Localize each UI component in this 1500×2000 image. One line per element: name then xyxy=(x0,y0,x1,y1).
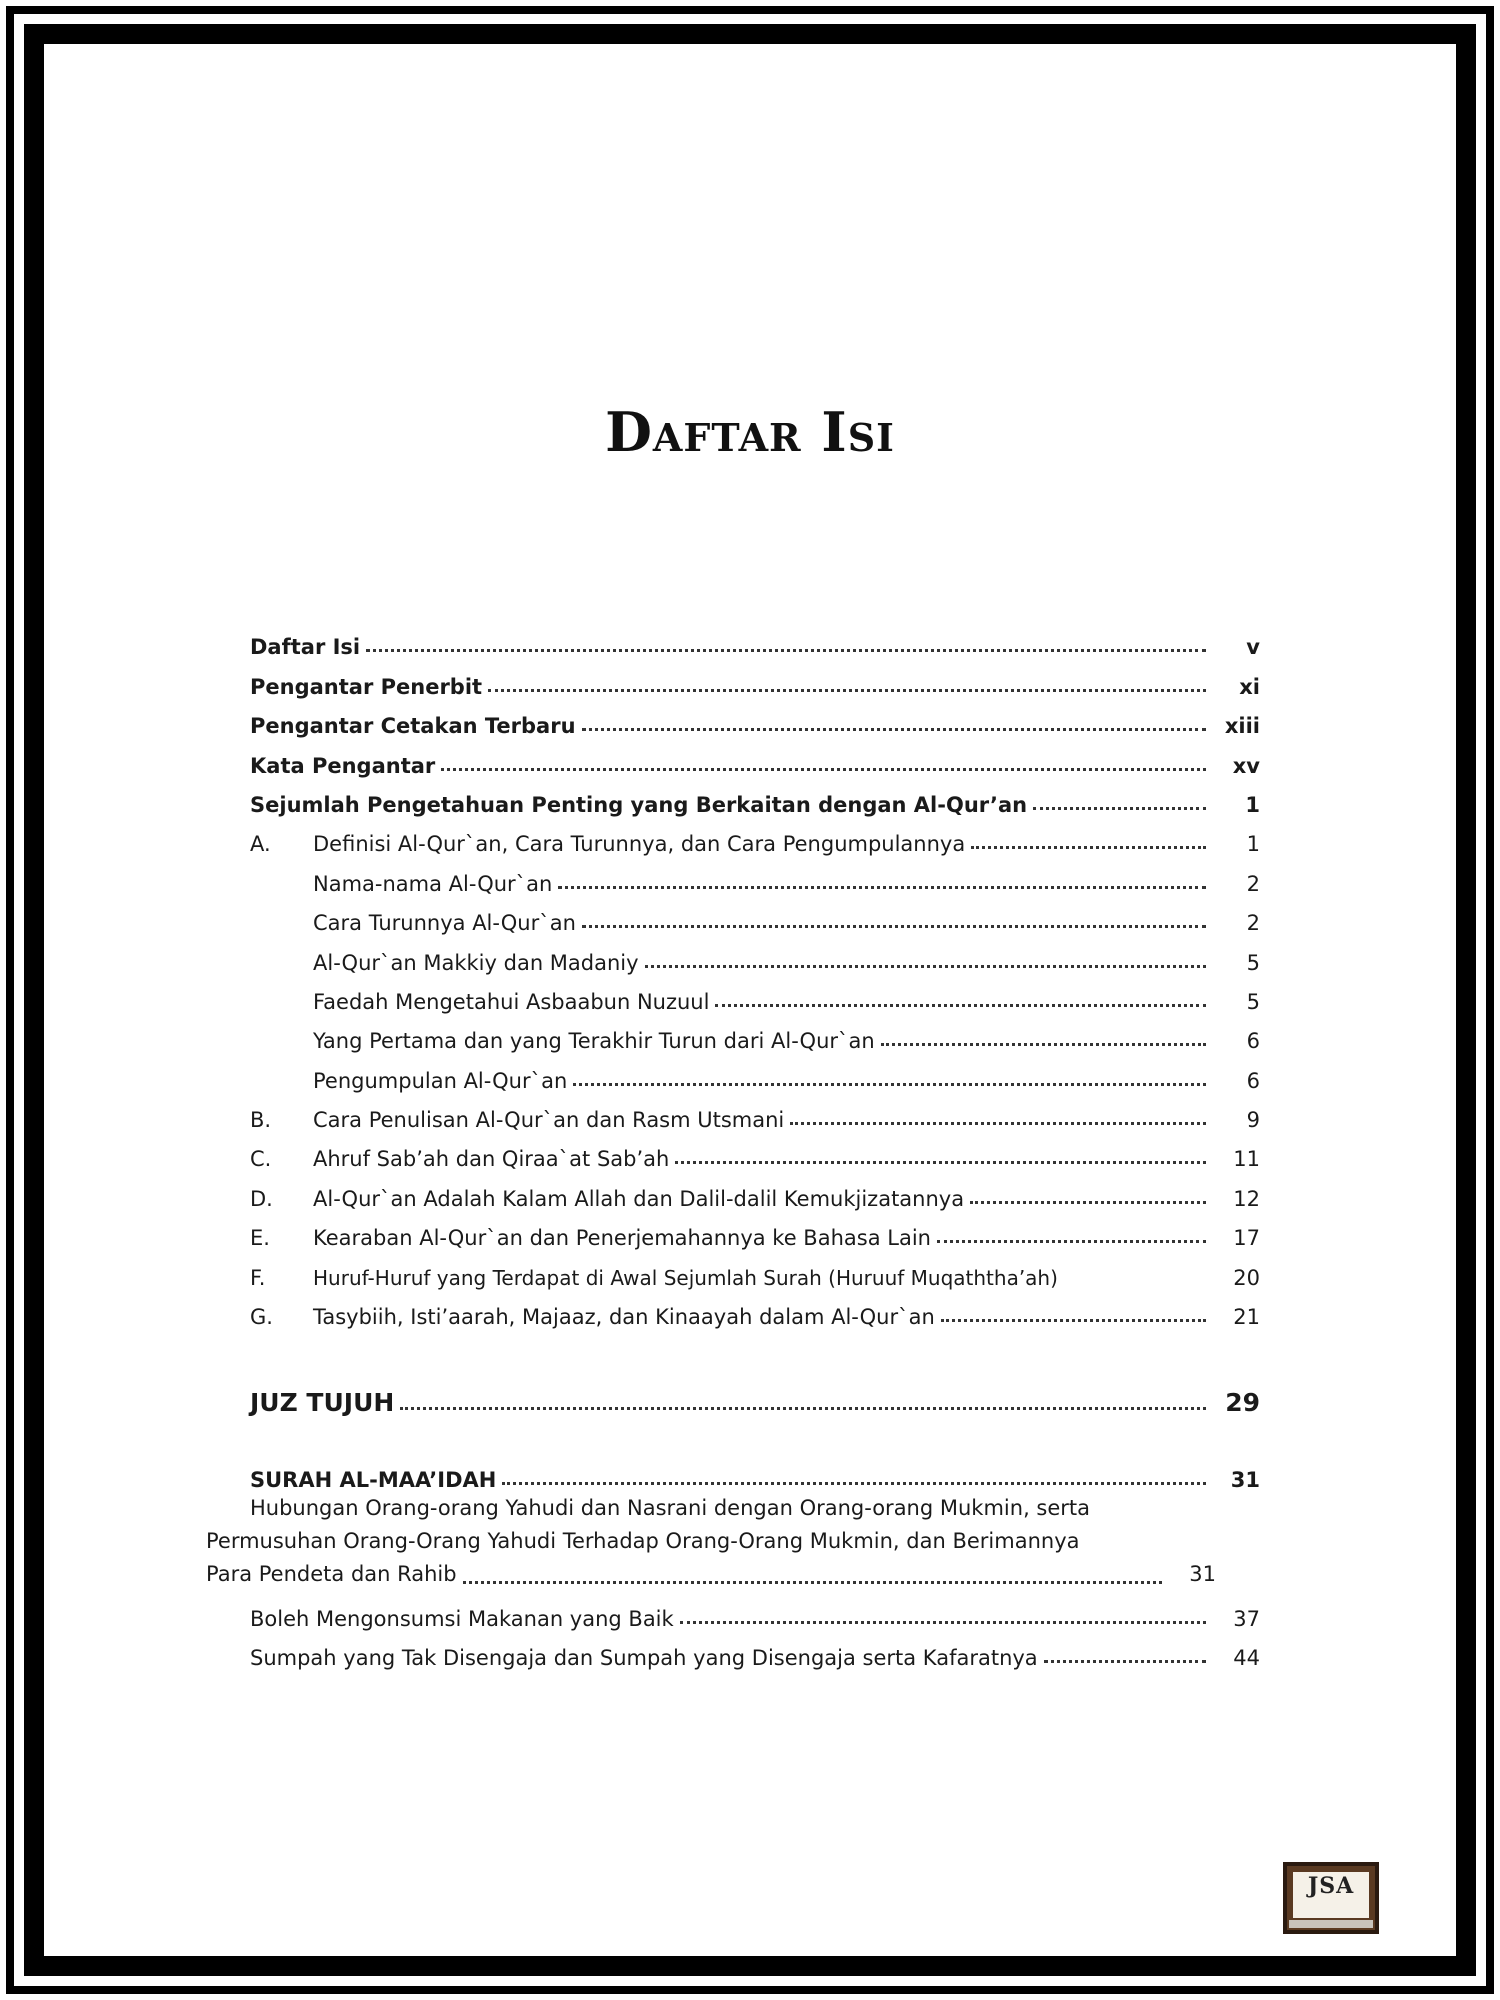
toc-entry-page: 44 xyxy=(1233,1646,1260,1671)
dot-leader xyxy=(675,1161,1206,1164)
section-letter: E. xyxy=(250,1226,270,1251)
toc-entry-label: Tasybiih, Isti’aarah, Majaaz, dan Kinaayah dalam Al-Qur`an xyxy=(313,1305,935,1330)
toc-entry-page: 31 xyxy=(1189,1562,1216,1587)
toc-entry-page: 5 xyxy=(1246,989,1260,1014)
toc-entry-page: 5 xyxy=(1246,950,1260,975)
toc-subitem[interactable] xyxy=(250,975,1260,1014)
toc-paragraph-last-line xyxy=(206,1558,1216,1591)
toc-entry-pengantar-cetakan[interactable] xyxy=(250,699,1260,738)
toc-entry-label: Nama-nama Al-Qur`an xyxy=(313,871,553,896)
toc-section-g[interactable] xyxy=(250,1290,1260,1329)
section-letter: G. xyxy=(250,1305,273,1330)
dot-leader xyxy=(1062,1280,1206,1283)
toc-entry-label: Daftar Isi xyxy=(250,635,361,660)
toc-section-d[interactable] xyxy=(250,1171,1260,1210)
toc-entry-page: 11 xyxy=(1233,1147,1260,1172)
dot-leader xyxy=(1033,807,1206,810)
section-letter: F. xyxy=(250,1265,266,1290)
dot-leader xyxy=(1044,1660,1206,1663)
toc-subitem[interactable] xyxy=(250,896,1260,935)
table-of-contents xyxy=(206,620,1260,1671)
toc-entry-page: xi xyxy=(1239,674,1260,699)
dot-leader xyxy=(941,1319,1206,1322)
section-letter: D. xyxy=(250,1186,273,1211)
toc-entry-sejumlah-pengetahuan[interactable] xyxy=(250,778,1260,817)
dot-leader xyxy=(366,649,1206,652)
jsa-logo xyxy=(1283,1862,1379,1934)
toc-entry-page: 20 xyxy=(1233,1265,1260,1290)
toc-paragraph-line: Hubungan Orang-orang Yahudi dan Nasrani dengan Orang-orang Mukmin, serta xyxy=(250,1496,1091,1521)
toc-entry-page: 1 xyxy=(1245,792,1260,817)
toc-subitem[interactable] xyxy=(250,856,1260,895)
toc-entry-page: 6 xyxy=(1246,1068,1260,1093)
toc-entry-page: 6 xyxy=(1246,1029,1260,1054)
toc-entry-label: Kata Pengantar xyxy=(250,753,436,778)
toc-subitem[interactable] xyxy=(250,935,1260,974)
dot-leader xyxy=(463,1581,1162,1584)
toc-section-a[interactable] xyxy=(250,817,1260,856)
toc-entry-label: Pengantar Penerbit xyxy=(250,674,483,699)
toc-entry-label: Pengantar Cetakan Terbaru xyxy=(250,714,576,739)
toc-entry-pengantar-penerbit[interactable] xyxy=(250,659,1260,698)
toc-entry-label: Pengumpulan Al-Qur`an xyxy=(313,1068,568,1093)
toc-entry-label: Para Pendeta dan Rahib xyxy=(206,1562,457,1587)
toc-entry-page: xiii xyxy=(1224,714,1260,739)
dot-leader xyxy=(790,1122,1206,1125)
toc-surah-item[interactable] xyxy=(250,1591,1260,1630)
toc-entry-label: Sumpah yang Tak Disengaja dan Sumpah yang Disengaja serta Kafaratnya xyxy=(250,1646,1038,1671)
toc-entry-page: 9 xyxy=(1246,1108,1260,1133)
dot-leader xyxy=(715,1004,1206,1007)
toc-entry-label: Sejumlah Pengetahuan Penting yang Berkaitan dengan Al-Qur’an xyxy=(250,792,1028,817)
toc-entry-label: Yang Pertama dan yang Terakhir Turun dari Al-Qur`an xyxy=(313,1029,875,1054)
toc-entry-page: 29 xyxy=(1225,1388,1260,1418)
dot-leader xyxy=(645,965,1206,968)
toc-entry-label: SURAH AL-MAA’IDAH xyxy=(250,1468,497,1493)
dot-leader xyxy=(582,925,1206,928)
toc-entry-page: 31 xyxy=(1230,1468,1260,1493)
toc-section-e[interactable] xyxy=(250,1211,1260,1250)
toc-entry-label: Kearaban Al-Qur`an dan Penerjemahannya ke Bahasa Lain xyxy=(313,1226,931,1251)
section-letter: B. xyxy=(250,1108,272,1133)
toc-entry-page: 37 xyxy=(1233,1606,1260,1631)
dot-leader xyxy=(937,1240,1206,1243)
dot-leader xyxy=(680,1621,1206,1624)
toc-section-b[interactable] xyxy=(250,1093,1260,1132)
toc-entry-label: JUZ TUJUH xyxy=(250,1388,395,1418)
dot-leader xyxy=(573,1083,1206,1086)
toc-juz-tujuh[interactable] xyxy=(250,1373,1260,1417)
logo-keyboard xyxy=(1289,1920,1373,1928)
toc-entry-page: 2 xyxy=(1246,871,1260,896)
toc-surah-al-maaidah[interactable] xyxy=(250,1453,1260,1492)
toc-entry-label: Faedah Mengetahui Asbaabun Nuzuul xyxy=(313,989,710,1014)
toc-entry-label: Boleh Mengonsumsi Makanan yang Baik xyxy=(250,1606,674,1631)
toc-entry-label: Al-Qur`an Makkiy dan Madaniy xyxy=(313,950,639,975)
dot-leader xyxy=(558,886,1206,889)
section-letter: C. xyxy=(250,1147,272,1172)
toc-entry-daftar-isi[interactable] xyxy=(250,620,1260,659)
toc-section-f[interactable] xyxy=(250,1250,1260,1289)
logo-screen xyxy=(1293,1872,1369,1918)
dot-leader xyxy=(502,1482,1206,1485)
toc-entry-page: 21 xyxy=(1233,1305,1260,1330)
dot-leader xyxy=(488,689,1206,692)
toc-surah-item[interactable] xyxy=(250,1631,1260,1670)
toc-entry-kata-pengantar[interactable] xyxy=(250,738,1260,777)
toc-entry-label: Ahruf Sab’ah dan Qiraa`at Sab’ah xyxy=(313,1147,670,1172)
toc-entry-page: 12 xyxy=(1233,1186,1260,1211)
dot-leader xyxy=(400,1407,1206,1410)
toc-entry-page: xv xyxy=(1232,753,1260,778)
dot-leader xyxy=(881,1043,1206,1046)
toc-paragraph-line: Permusuhan Orang-Orang Yahudi Terhadap Orang-Orang Mukmin, dan Berimannya xyxy=(206,1529,1080,1554)
toc-entry-label: Cara Turunnya Al-Qur`an xyxy=(313,911,576,936)
toc-subitem[interactable] xyxy=(250,1014,1260,1053)
toc-entry-label: Huruf-Huruf yang Terdapat di Awal Sejumlah Surah (Huruuf Muqaththa’ah) xyxy=(313,1265,1058,1290)
toc-entry-label: Al-Qur`an Adalah Kalam Allah dan Dalil-dalil Kemukjizatannya xyxy=(313,1186,965,1211)
dot-leader xyxy=(582,728,1206,731)
section-letter: A. xyxy=(250,832,271,857)
toc-subitem[interactable] xyxy=(250,1053,1260,1092)
toc-entry-label: Definisi Al-Qur`an, Cara Turunnya, dan Cara Pengumpulannya xyxy=(313,832,966,857)
toc-entry-page: 2 xyxy=(1246,911,1260,936)
dot-leader xyxy=(441,768,1206,771)
page-title: Daftar Isi xyxy=(605,400,895,464)
toc-entry-page: 1 xyxy=(1246,832,1260,857)
toc-entry-page: 17 xyxy=(1233,1226,1260,1251)
logo-text: JSA xyxy=(1307,1873,1355,1899)
toc-entry-label: Cara Penulisan Al-Qur`an dan Rasm Utsmani xyxy=(313,1108,785,1133)
dot-leader xyxy=(971,846,1206,849)
toc-surah-paragraph-entry[interactable] xyxy=(206,1492,1216,1591)
toc-section-c[interactable] xyxy=(250,1132,1260,1171)
dot-leader xyxy=(970,1201,1206,1204)
toc-entry-page: v xyxy=(1246,635,1260,660)
